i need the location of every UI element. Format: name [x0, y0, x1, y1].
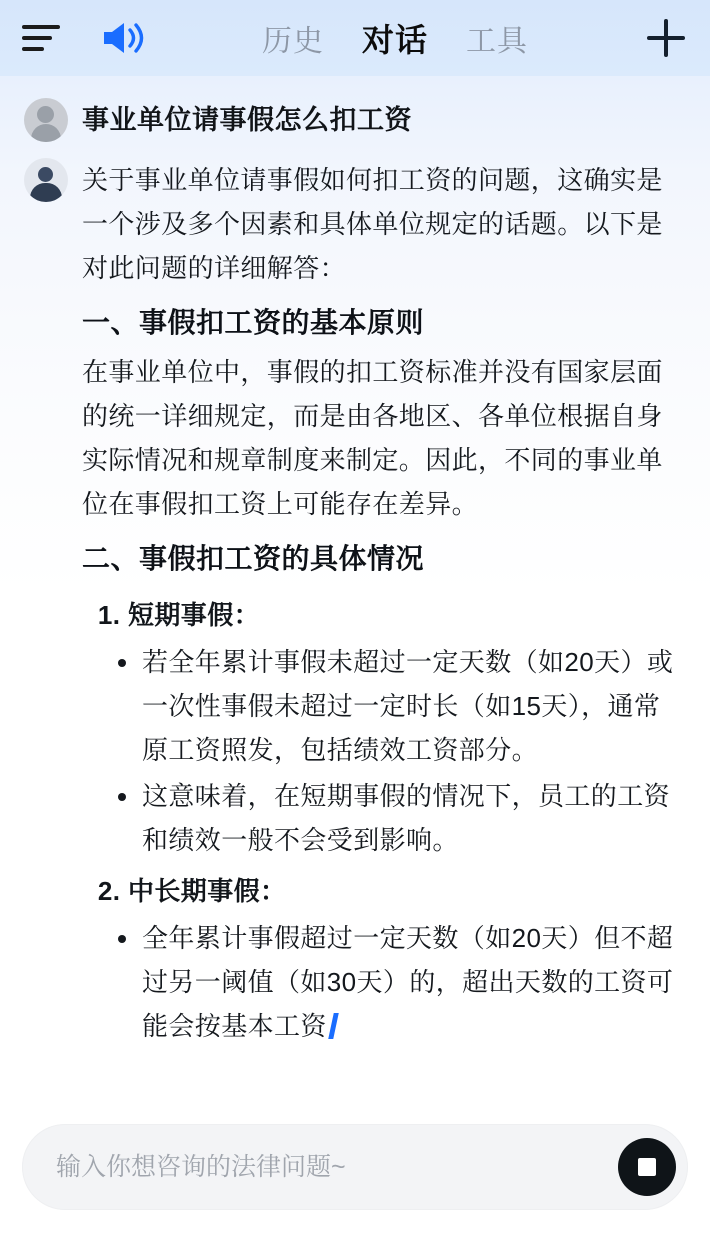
composer-bar	[0, 1110, 710, 1240]
section-heading-2: 二、事假扣工资的具体情况	[82, 543, 425, 574]
speaker-icon[interactable]	[100, 18, 146, 58]
assistant-avatar	[24, 158, 68, 202]
hamburger-icon[interactable]	[22, 23, 62, 53]
assistant-message-body	[82, 158, 686, 1050]
medium-leave-bullets	[82, 916, 686, 1048]
top-bar	[0, 0, 710, 76]
message-input[interactable]	[56, 1153, 618, 1182]
section-heading-1: 一、事假扣工资的基本原则	[82, 307, 425, 338]
user-message	[18, 76, 692, 152]
list-item	[114, 916, 686, 1048]
section-2-list	[82, 590, 686, 640]
chat-scroll-area[interactable]	[0, 76, 710, 1110]
list-item-text: 全年累计事假超过一定天数（如20天）但不超过另一阈值（如30天）的，超出天数的工资可能会按基本工资	[142, 923, 674, 1041]
user-message-text: 事业单位请事假怎么扣工资	[82, 105, 412, 135]
message-input-container[interactable]	[22, 1124, 688, 1210]
user-avatar	[24, 98, 68, 142]
assistant-intro-paragraph: 关于事业单位请事假如何扣工资的问题，这确实是一个涉及多个因素和具体单位规定的话题。以下是对此问题的详细解答：	[82, 165, 663, 283]
stop-square-icon[interactable]	[618, 1138, 676, 1196]
list-item: 若全年累计事假未超过一定天数（如20天）或一次性事假未超过一定时长（如15天），通常原工资照发，包括绩效工资部分。	[114, 640, 686, 772]
assistant-message	[18, 152, 692, 1050]
short-leave-bullets	[82, 640, 686, 862]
tab-bar	[146, 15, 644, 61]
streaming-caret-icon	[328, 1013, 339, 1039]
list-item: 2. 中长期事假：	[128, 866, 686, 916]
list-item: 这意味着，在短期事假的情况下，员工的工资和绩效一般不会受到影响。	[114, 774, 686, 862]
tab-tools[interactable]: 工具	[466, 25, 528, 58]
list-item: 1. 短期事假：	[128, 590, 686, 640]
section-2-list-continued	[82, 866, 686, 916]
tab-history[interactable]: 历史	[261, 25, 324, 58]
stop-glyph	[638, 1158, 656, 1176]
section-1-paragraph: 在事业单位中，事假的扣工资标准并没有国家层面的统一详细规定，而是由各地区、各单位根据自身实际情况和规章制度来制定。因此，不同的事业单位在事假扣工资上可能存在差异。	[82, 357, 663, 519]
tab-chat[interactable]: 对话	[361, 22, 428, 58]
new-chat-plus-icon[interactable]	[644, 16, 688, 60]
